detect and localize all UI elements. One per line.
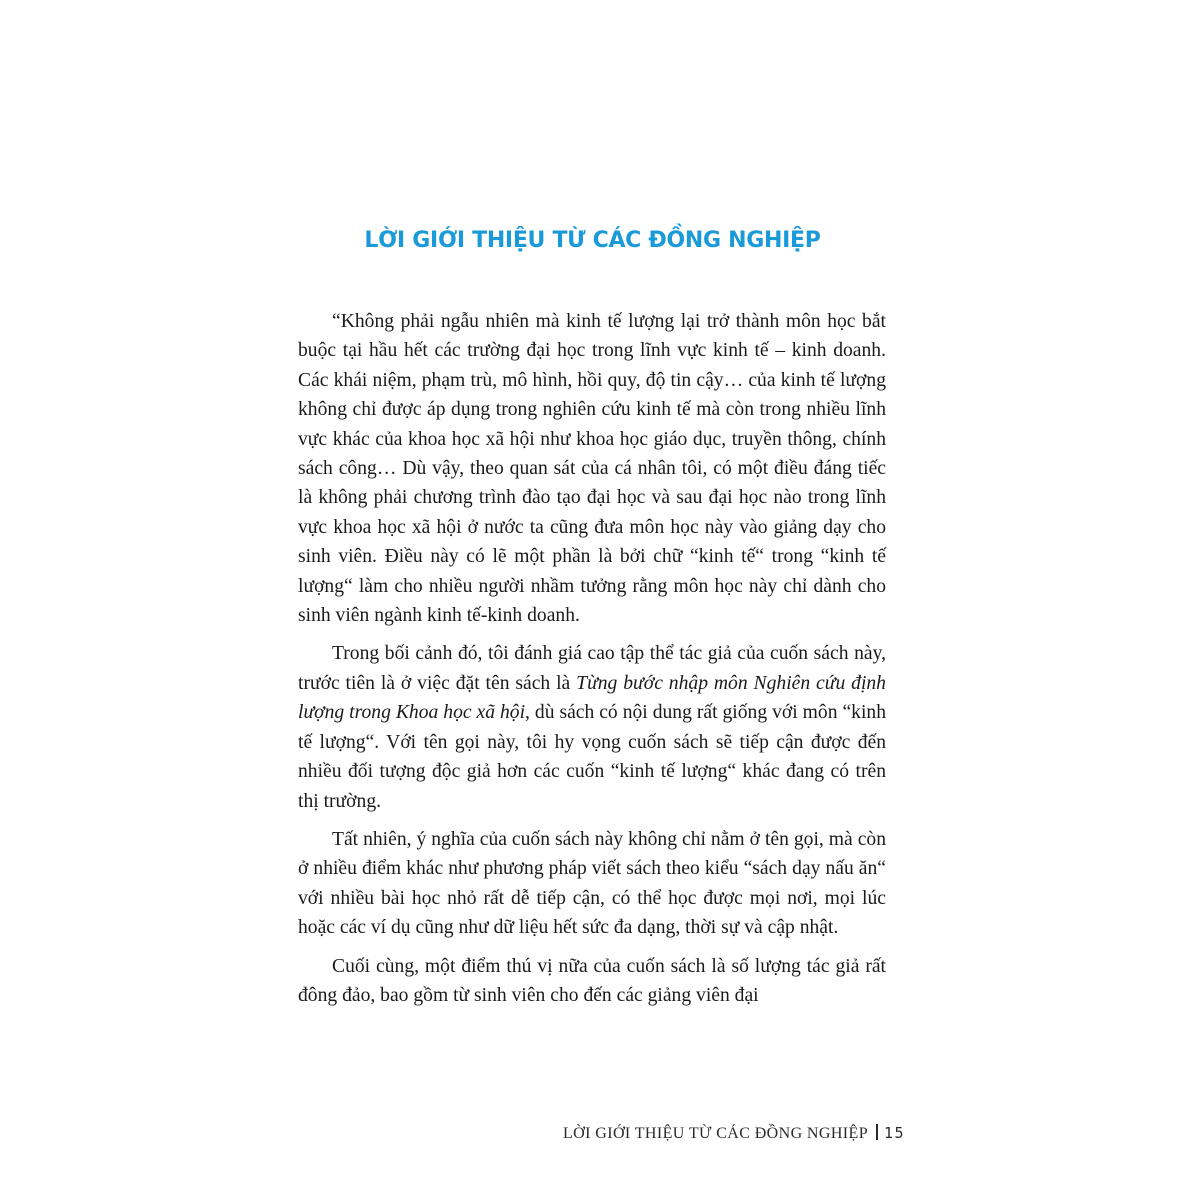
book-title-italic: Từng bước nhập môn Nghiên cứu định lượng trong Khoa học xã hội <box>298 672 886 724</box>
page-number: 15 <box>884 1124 906 1142</box>
paragraph-2-rest: , dù sách có nội dung rất giống với môn “kinh tế lượng“. Với tên gọi này, tôi hy vọng cuốn sách sẽ tiếp cận được đến nhiều đối tượng độc giả hơn các cuốn “kinh tế lượng“ khác đang có trên thị trường. <box>298 702 886 812</box>
running-footer-title: LỜI GIỚI THIỆU TỪ CÁC ĐỒNG NGHIỆP <box>563 1125 868 1142</box>
paragraph-2-intro: Trong bối cảnh đó, tôi đánh giá cao tập thể tác giả của cuốn sách này, trước tiên là ở việc đặt tên sách là <box>298 643 886 694</box>
footer-separator <box>876 1124 878 1140</box>
paragraph-3: Tất nhiên, ý nghĩa của cuốn sách này không chỉ nằm ở tên gọi, mà còn ở nhiều điểm khác như phương pháp viết sách theo kiểu “sách dạy nấu ăn“ với nhiều bài học nhỏ rất dễ tiếp cận, có thể học được mọi nơi, mọi lúc hoặc các ví dụ cũng như dữ liệu hết sức đa dạng, thời sự và cập nhật. <box>298 828 886 939</box>
paragraph-2 <box>298 639 886 815</box>
paragraph-1: “Không phải ngẫu nhiên mà kinh tế lượng lại trở thành môn học bắt buộc tại hầu hết các trường đại học trong lĩnh vực kinh tế – kinh doanh. Các khái niệm, phạm trù, mô hình, hồi quy, độ tin cậy… của kinh tế lượng không chỉ được áp dụng trong nghiên cứu kinh tế mà còn trong nhiều lĩnh vực khác của khoa học xã hội như khoa học giáo dục, truyền thông, chính sách công… Dù vậy, theo quan sát của cá nhân tôi, có một điều đáng tiếc là không phải chương trình đào tạo đại học và sau đại học nào trong lĩnh vực khoa học xã hội ở nước ta cũng đưa môn học này vào giảng dạy cho sinh viên. Điều này có lẽ một phần là bởi chữ “kinh tế“ trong “kinh tế lượng“ làm cho nhiều người nhầm tưởng rằng môn học này chỉ dành cho sinh viên ngành kinh tế-kinh doanh. <box>298 311 886 627</box>
body-text <box>298 307 886 1010</box>
running-footer <box>563 1123 906 1143</box>
page-title: LỜI GIỚI THIỆU TỪ CÁC ĐỒNG NGHIỆP <box>364 228 821 253</box>
paragraph-4: Cuối cùng, một điểm thú vị nữa của cuốn sách là số lượng tác giả rất đông đảo, bao gồm từ sinh viên cho đến các giảng viên đại <box>298 955 886 1006</box>
